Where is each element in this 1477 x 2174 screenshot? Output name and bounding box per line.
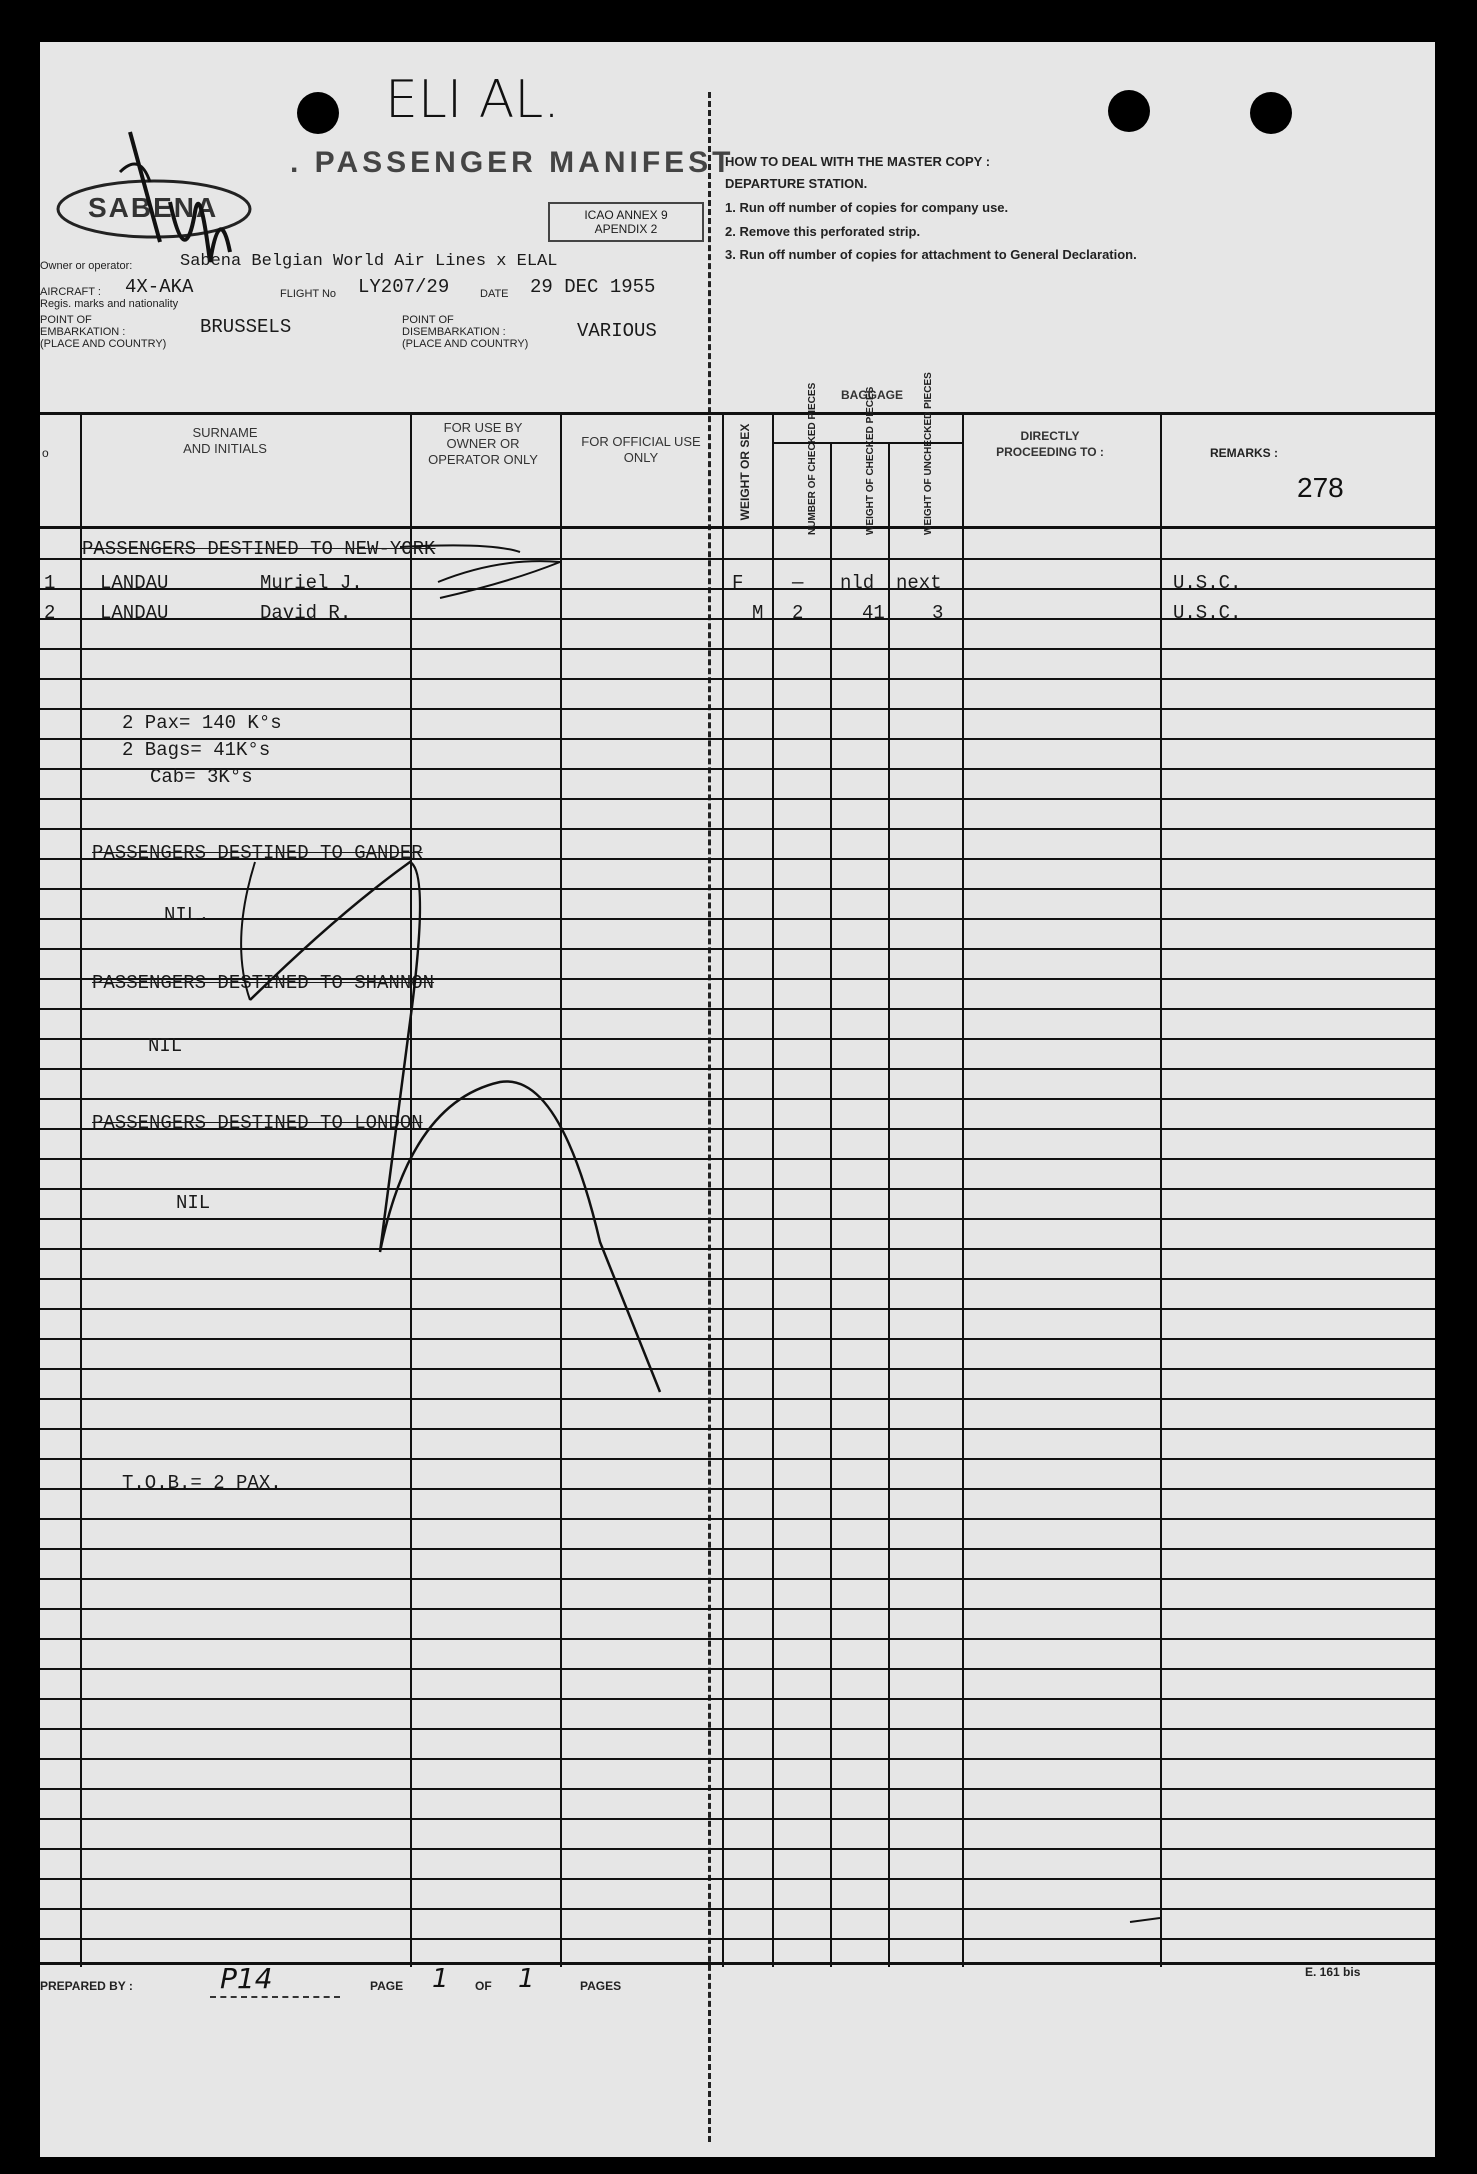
passenger-1-weight: nld: [840, 572, 875, 594]
passenger-2-surname: LANDAU: [100, 602, 169, 624]
passenger-2-unchecked: 3: [932, 602, 944, 624]
date-value: 29 DEC 1955: [530, 276, 656, 298]
col-baggage: BAGGAGE: [840, 388, 903, 402]
instruction-line3: 1. Run off number of copies for company use.: [725, 200, 1009, 215]
col-remarks: REMARKS :: [1210, 446, 1278, 460]
embark-value: BRUSSELS: [200, 316, 292, 338]
embark-label-3: (PLACE AND COUNTRY): [40, 338, 167, 350]
passenger-2-no: 2: [44, 602, 56, 624]
instruction-line4: 2. Remove this perforated strip.: [725, 224, 921, 239]
col-surname: SURNAME AND INITIALS: [183, 425, 267, 456]
handwritten-airline: ELI AL.: [385, 70, 560, 130]
instruction-line5: 3. Run off number of copies for attachment to General Declaration.: [725, 247, 1137, 262]
col-weight-checked: WEIGHT OF CHECKED PIECES: [865, 386, 876, 535]
prepared-value: P14: [220, 1962, 273, 1995]
pages-label: PAGES: [580, 1979, 622, 1993]
instruction-line2: DEPARTURE STATION.: [725, 176, 868, 191]
flight-label: FLIGHT No: [280, 288, 337, 300]
prepared-label: PREPARED BY :: [40, 1979, 133, 1993]
icao-stamp-line1: ICAO ANNEX 9: [584, 208, 668, 222]
date-label: DATE: [480, 288, 509, 300]
passenger-1-surname: LANDAU: [100, 572, 169, 594]
nil-shannon: NIL: [148, 1035, 183, 1057]
col-weight-sex: WEIGHT OR SEX: [738, 423, 752, 521]
passenger-1-no: 1: [44, 572, 56, 594]
page-value: 1: [432, 1964, 449, 1994]
prepared-underline: [210, 1996, 340, 1998]
passenger-1-sex: F: [732, 572, 744, 594]
passenger-2-remarks: U.S.C.: [1173, 602, 1242, 624]
logo-text: SABENA: [88, 192, 219, 223]
passenger-2-sex: M: [752, 602, 764, 624]
col-num-checked: NUMBER OF CHECKED PIECES: [807, 382, 818, 535]
disembark-label-3: (PLACE AND COUNTRY): [402, 338, 529, 350]
passenger-2-initials: David R.: [260, 602, 352, 624]
passenger-1-checked: —: [792, 572, 804, 594]
manifest-sheet: [40, 42, 1435, 2157]
page-label: PAGE: [370, 1979, 404, 1993]
disembark-label-2: DISEMBARKATION :: [402, 326, 506, 338]
passenger-1-initials: Muriel J.: [260, 572, 363, 594]
col-weight-unchecked: WEIGHT OF UNCHECKED PIECES: [923, 372, 934, 535]
section-london: PASSENGERS DESTINED TO LONDON: [92, 1112, 423, 1134]
col-directly: DIRECTLY PROCEEDING TO :: [996, 429, 1104, 459]
totals-cab: Cab= 3K°s: [150, 766, 253, 788]
aircraft-label: AIRCRAFT :: [40, 286, 101, 298]
owner-label: Owner or operator:: [40, 260, 133, 272]
form-title: . PASSENGER MANIFEST: [290, 146, 735, 179]
of-label: OF: [475, 1979, 492, 1993]
total-on-board: T.O.B.= 2 PAX.: [122, 1472, 282, 1494]
col-no: o: [42, 446, 49, 460]
embark-label-1: POINT OF: [40, 314, 92, 326]
section-newyork: PASSENGERS DESTINED TO NEW-YORK: [82, 538, 436, 560]
of-value: 1: [518, 1964, 535, 1994]
flight-value: LY207/29: [358, 276, 450, 298]
passenger-1-remarks: U.S.C.: [1173, 572, 1242, 594]
nil-london: NIL: [176, 1192, 211, 1214]
check-marks: [40, 42, 1435, 2157]
passenger-2-weight: 41: [862, 602, 885, 624]
totals-pax: 2 Pax= 140 K°s: [122, 712, 282, 734]
section-gander: PASSENGERS DESTINED TO GANDER: [92, 842, 423, 864]
remarks-number: 278: [1297, 472, 1344, 503]
aircraft-sub: Regis. marks and nationality: [40, 298, 179, 310]
owner-value: Sabena Belgian World Air Lines x ELAL: [180, 252, 558, 271]
totals-bags: 2 Bags= 41K°s: [122, 739, 271, 761]
passenger-2-checked: 2: [792, 602, 804, 624]
passenger-1-unchecked: next: [896, 572, 942, 594]
instruction-line1: HOW TO DEAL WITH THE MASTER COPY :: [725, 154, 991, 169]
nil-gander: NIL.: [164, 904, 210, 926]
aircraft-value: 4X-AKA: [125, 276, 194, 298]
embark-label-2: EMBARKATION :: [40, 326, 126, 338]
disembark-value: VARIOUS: [577, 320, 657, 342]
form-code: E. 161 bis: [1305, 1965, 1361, 1979]
section-shannon: PASSENGERS DESTINED TO SHANNON: [92, 972, 435, 994]
icao-stamp-line2: APENDIX 2: [594, 222, 658, 236]
col-owner-use: FOR USE BY OWNER OR OPERATOR ONLY: [428, 420, 538, 467]
col-official-use: FOR OFFICIAL USE ONLY: [581, 434, 701, 465]
disembark-label-1: POINT OF: [402, 314, 454, 326]
